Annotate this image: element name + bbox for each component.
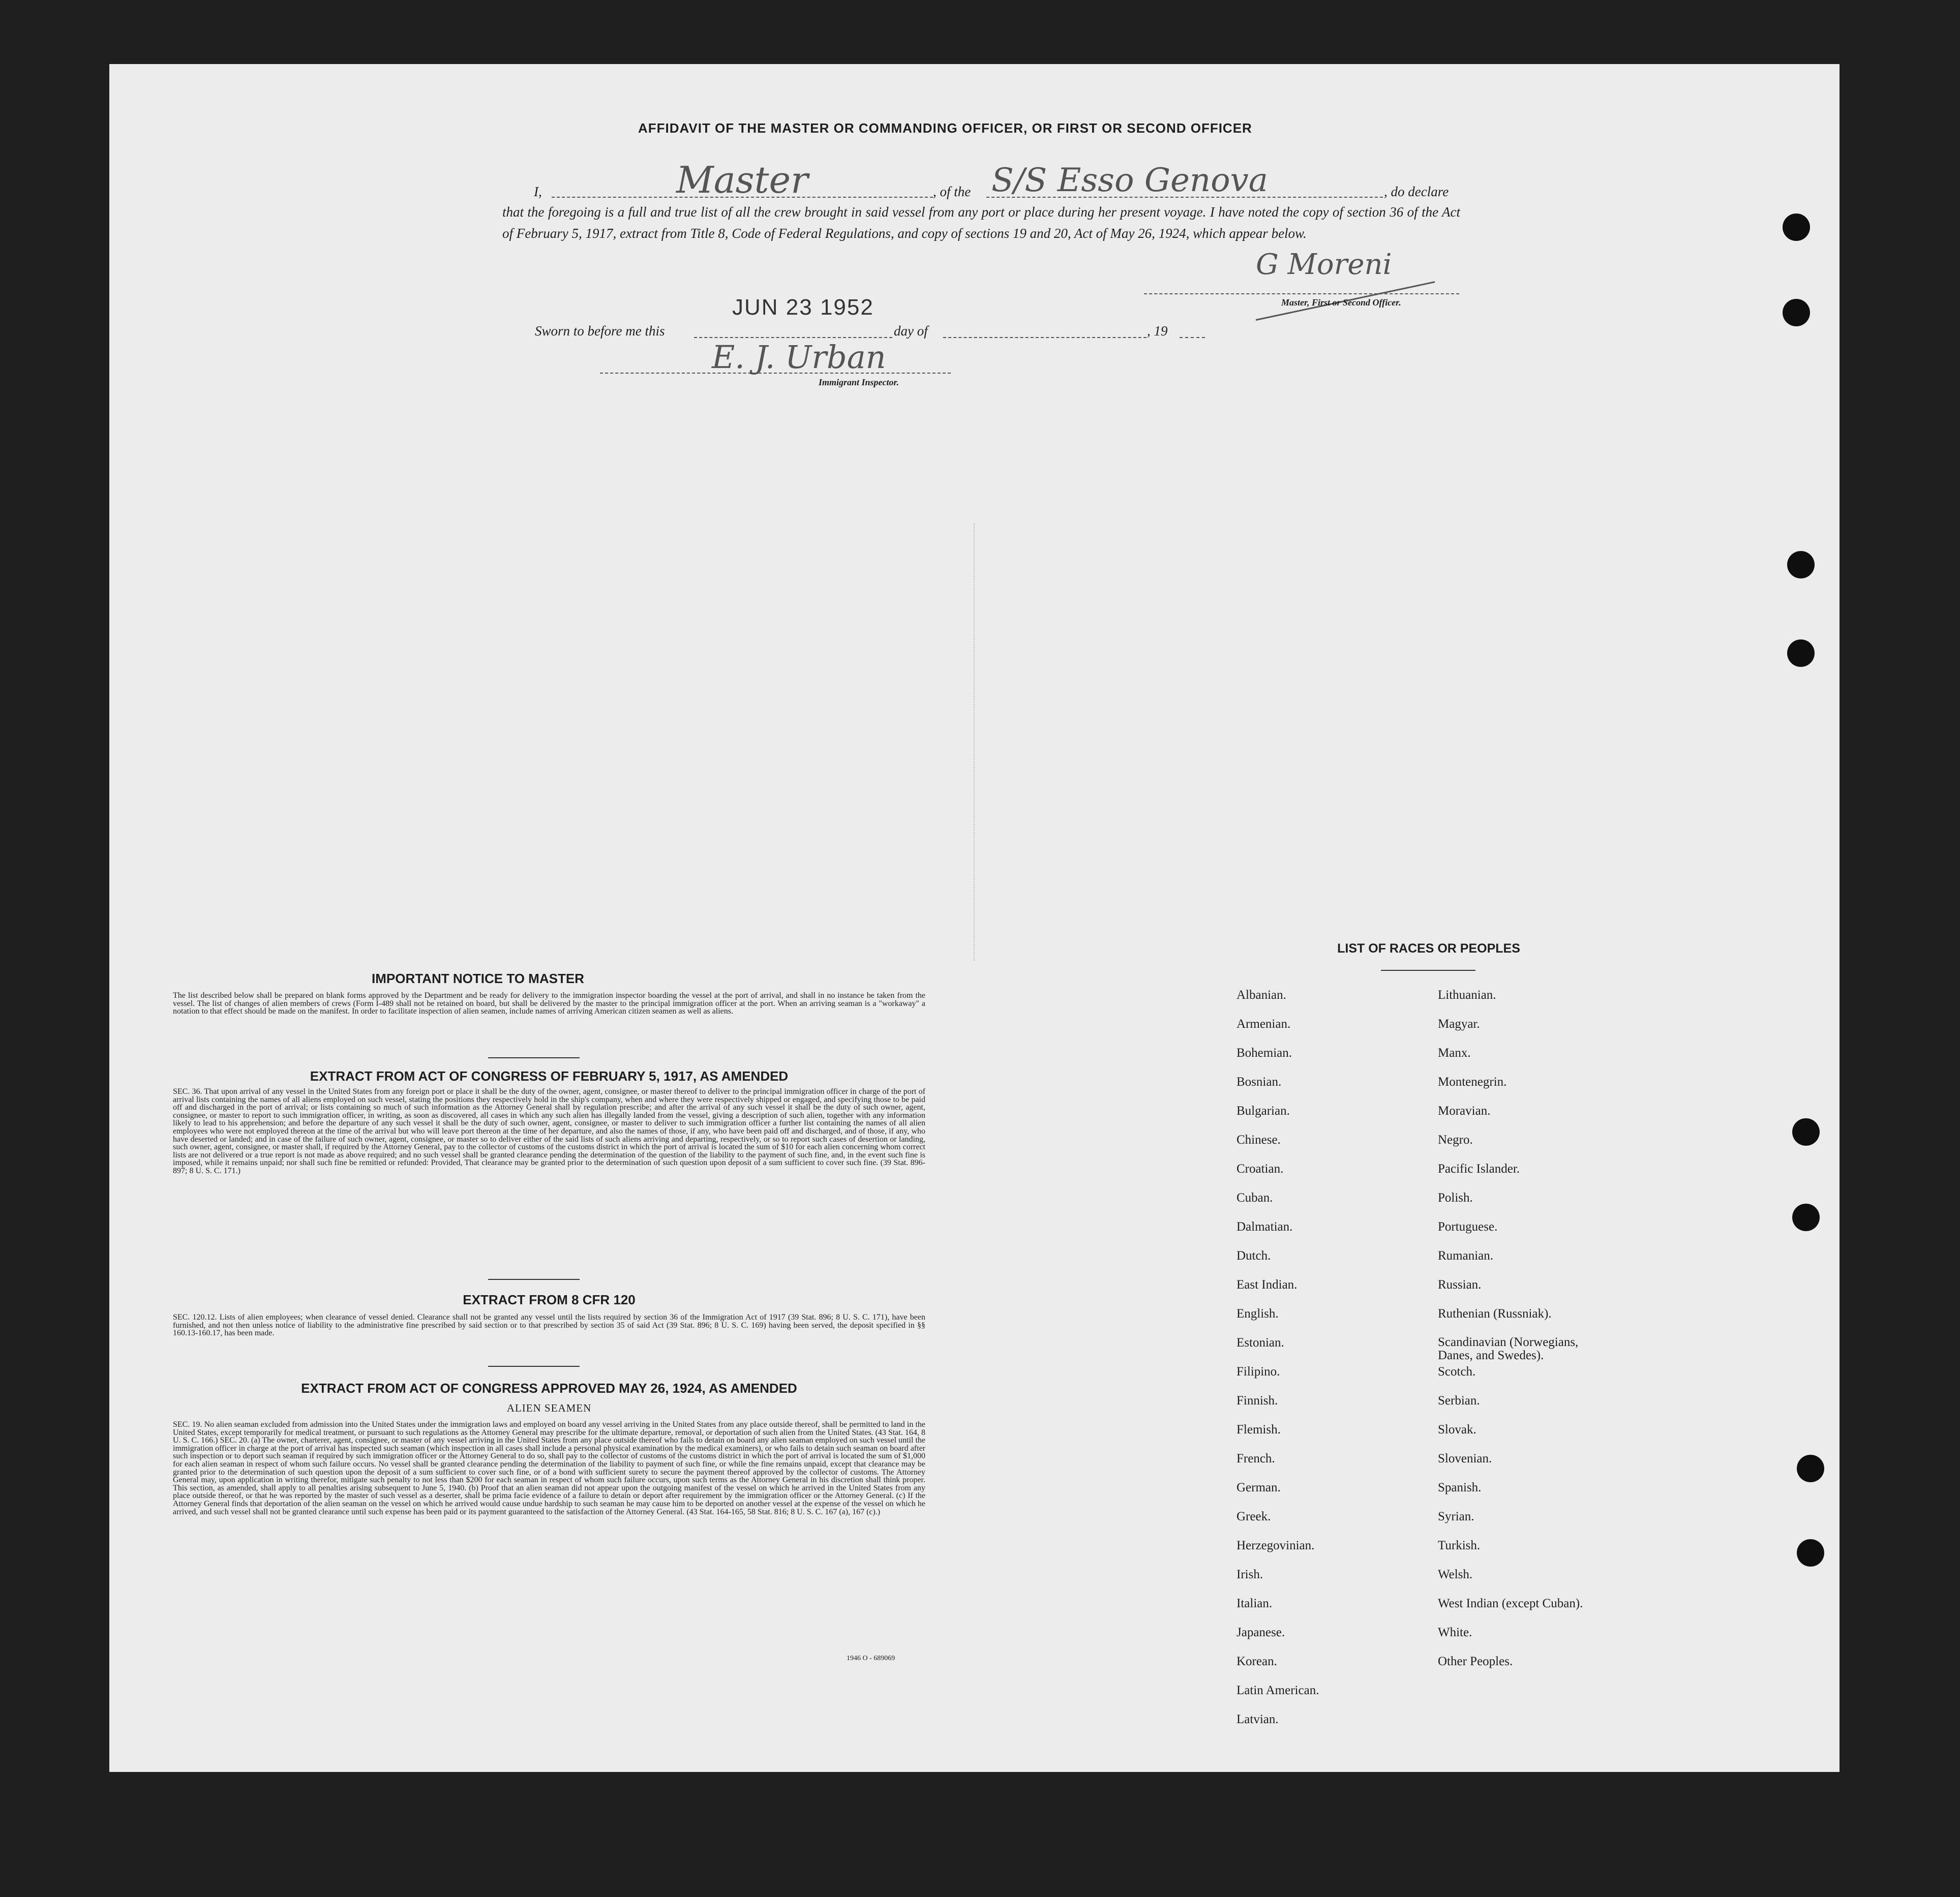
race-item: Japanese.	[1237, 1626, 1285, 1639]
day-line	[943, 337, 1147, 338]
race-item: Serbian.	[1438, 1394, 1480, 1408]
race-item: Bohemian.	[1237, 1046, 1292, 1060]
race-item: Turkish.	[1438, 1539, 1481, 1552]
year-prefix: , 19	[1147, 323, 1168, 339]
race-item: Flemish.	[1237, 1423, 1281, 1436]
race-item: Ruthenian (Russniak).	[1438, 1307, 1552, 1321]
vessel-handwritten: S/S Esso Genova	[991, 162, 1268, 199]
race-item: Portuguese.	[1438, 1220, 1498, 1234]
print-code: 1946 O - 689069	[847, 1655, 895, 1662]
race-item: Estonian.	[1237, 1336, 1284, 1350]
extract-1917-text: SEC. 36. That upon arrival of any vessel in the United States from any foreign port or place it shall be the duty of the owner, agent, consignee, or master thereof to deliver to the principal immigration officer in charge of the port of arrival lists containing the names of all aliens employed on such vessel, stating the positions they respectively hold in the ship's company, when and where they were respectively shipped or engaged, and specifying those to be paid off and discharged in the port of arrival; or lists containing so much of such information as the Attorney General shall by regulation prescribe; and after the arrival of any such vessel it shall be the duty of such owner, agent, consignee, or master to report to such immigration officer, in writing, as soon as discovered, all cases in which any such alien has illegally landed from the vessel, giving a description of such alien, together with any information likely to lead to his apprehension; and before the departure of any such vessel it shall be the duty of such owner, agent, consignee, or master to deliver to such immigration officer a further list containing the names of all alien employees who were not employed thereon at the time of the arrival but who will leave port thereon at the time of her departure, and also the names of those, if any, who have been paid off and discharged, and of those, if any, who have deserted or landed; and in case of the failure of such owner, agent, consignee, or master so to deliver either of the said lists of such aliens arriving and departing, respectively, or so to report such cases of desertion or landing, such owner, agent, consignee, or master shall, if required by the Attorney General, pay to the collector of customs of the customs district in which the port of arrival is located the sum of $10 for each alien concerning whom correct lists are not delivered or a true report is not made as above required; and no such vessel shall be granted clearance pending the determination of the question of the liability to the payment of such fine, and, in the event such fine is imposed, while it remains unpaid; nor shall such fine be remitted or refunded: Provided, That clearance may be granted prior to the determination of such question upon deposit of a sum sufficient to cover such fine. (39 Stat. 896-897; 8 U. S. C. 171.)	[173, 1087, 925, 1175]
divider	[488, 1279, 580, 1280]
race-item: Dalmatian.	[1237, 1220, 1293, 1234]
race-item: Manx.	[1438, 1046, 1471, 1060]
extract-1917-title: EXTRACT FROM ACT OF CONGRESS OF FEBRUARY 5, 1917, AS AMENDED	[310, 1068, 789, 1084]
race-item: Latin American.	[1237, 1684, 1319, 1697]
punch-hole	[1797, 1539, 1824, 1567]
race-item: Irish.	[1237, 1568, 1263, 1581]
race-item: Slovak.	[1438, 1423, 1476, 1436]
race-item: Filipino.	[1237, 1365, 1280, 1379]
race-item: Latvian.	[1237, 1712, 1279, 1726]
race-item: Greek.	[1237, 1510, 1271, 1523]
race-item: Negro.	[1438, 1133, 1473, 1147]
extract-1924-subtitle: ALIEN SEAMEN	[506, 1402, 592, 1414]
notice-title: IMPORTANT NOTICE TO MASTER	[372, 971, 584, 986]
race-item: Rumanian.	[1438, 1249, 1494, 1263]
inspector-handwritten: E. J. Urban	[712, 339, 886, 376]
race-item: Dutch.	[1237, 1249, 1271, 1263]
sworn-line	[694, 337, 892, 338]
race-item: Polish.	[1438, 1191, 1473, 1205]
signature-handwritten: G Moreni	[1256, 248, 1392, 281]
race-item: Armenian.	[1237, 1017, 1291, 1031]
signature-line	[1144, 293, 1459, 294]
race-item: Scandinavian (Norwegians, Danes, and Swedes).	[1438, 1335, 1579, 1362]
punch-hole	[1783, 213, 1810, 241]
race-item: Scotch.	[1438, 1365, 1476, 1379]
race-item: Magyar.	[1438, 1017, 1480, 1031]
year-line	[1180, 337, 1205, 338]
sworn-text: Sworn to before me this	[535, 323, 665, 339]
extract-1924-title: EXTRACT FROM ACT OF CONGRESS APPROVED MAY 26, 1924, AS AMENDED	[301, 1381, 797, 1396]
race-item: Spanish.	[1438, 1481, 1482, 1494]
race-item: Syrian.	[1438, 1510, 1474, 1523]
race-item: Korean.	[1237, 1655, 1277, 1668]
extract-1924-text: SEC. 19. No alien seaman excluded from admission into the United States under the immigration laws and employed on board any vessel arriving in the United States from any place outside thereof, shall be permitted to land in the United States, except temporarily for medical treatment, or pursuant to such regulations as the Attorney General may prescribe for the ultimate departure, removal, or deportation of such alien from the United States. (43 Stat. 164, 8 U. S. C. 166.) SEC. 20. (a) The owner, charterer, agent, consignee, or master of any vessel arriving in the United States from any place outside thereof who fails to detain on board any alien seaman employed on such vessel until the immigration officer in charge at the port of arrival has inspected such seaman (which inspection in all cases shall include a personal physical examination by the medical examiners), or who fails to detain such seaman on board after such inspection or to deport such seaman if required by such immigration officer or the Attorney General to do so, shall pay to the collector of customs of the customs district in which the port of arrival is located the sum of $1,000 for each alien seaman in respect of whom such failure occurs. No vessel shall be granted clearance pending the determination of the liability to payment of such fine, or while the fine remains unpaid, except that clearance may be granted prior to the determination of such question upon the deposit of a sum sufficient to cover such fine, or of a bond with sufficient surety to secure the payment thereof approved by the collector of customs. The Attorney General may, upon application in writing therefor, mitigate such penalty to not less than $200 for each seaman in respect of whom such failure occurs, upon such terms as the Attorney General in his discretion shall think proper. This section, as amended, shall apply to all penalties arising subsequent to June 5, 1940. (b) Proof that an alien seaman did not appear upon the outgoing manifest of the vessel on which he arrived in the United States from any place outside thereof, or that he was reported by the master of such vessel as a deserter, shall be prima facie evidence of a failure to detain or deport after requirement by the immigration officer or the Attorney General. (c) If the Attorney General finds that deportation of the alien seaman on the vessel on which he arrived would cause undue hardship to such seaman he may cause him to be deported on another vessel at the expense of the vessel on which he arrived, and such vessel shall not be granted clearance until such expense has been paid or its payment guaranteed to the satisfaction of the Attorney General. (43 Stat. 164-165, 58 Stat. 816; 8 U. S. C. 167 (a), 167 (c).)	[173, 1420, 925, 1516]
race-item: Moravian.	[1438, 1104, 1491, 1118]
do-declare-text: , do declare	[1384, 184, 1449, 199]
fold-line	[974, 524, 975, 961]
race-item: French.	[1237, 1452, 1275, 1465]
divider	[488, 1366, 580, 1367]
race-item: Slovenian.	[1438, 1452, 1492, 1465]
punch-hole	[1783, 299, 1810, 326]
of-the-text: , of the	[933, 184, 971, 199]
affidavit-lead: I,	[534, 184, 542, 199]
race-item: Herzegovinian.	[1237, 1539, 1315, 1552]
race-item: Welsh.	[1438, 1568, 1473, 1581]
punch-hole	[1792, 1204, 1820, 1231]
race-item: Albanian.	[1237, 988, 1286, 1002]
punch-hole	[1787, 639, 1815, 667]
extract-cfr-text: SEC. 120.12. Lists of alien employees; when clearance of vessel denied. Clearance shall not be granted any vessel until the lists required by section 36 of the Immigration Act of 1917 (39 Stat. 896; 8 U. S. C. 171), have been furnished, and not then unless notice of liability to the administrative fine prescribed by said section or to that prescribed by section 35 of said Act (39 Stat. 896; 8 U. S. C. 169) having been served, the deposit specified in §§ 160.13-160.17, has been made.	[173, 1313, 925, 1338]
race-item: White.	[1438, 1626, 1472, 1639]
signature-caption: Master, First or Second Officer.	[1281, 297, 1401, 308]
race-item: Bosnian.	[1237, 1075, 1282, 1089]
race-item: Bulgarian.	[1237, 1104, 1290, 1118]
day-of-text: day of	[894, 323, 928, 339]
race-item: Other Peoples.	[1438, 1655, 1513, 1668]
race-item: Chinese.	[1237, 1133, 1281, 1147]
divider	[488, 1057, 580, 1058]
race-item: Lithuanian.	[1438, 988, 1496, 1002]
race-item: Italian.	[1237, 1597, 1273, 1610]
race-item: English.	[1237, 1307, 1279, 1321]
races-divider	[1381, 970, 1475, 971]
inspector-caption: Immigrant Inspector.	[819, 377, 899, 387]
affidavit-title: AFFIDAVIT OF THE MASTER OR COMMANDING OFFICER, OR FIRST OR SECOND OFFICER	[638, 120, 1252, 136]
race-item: Russian.	[1438, 1278, 1482, 1292]
punch-hole	[1787, 551, 1815, 578]
race-item: West Indian (except Cuban).	[1438, 1597, 1583, 1610]
races-title: LIST OF RACES OR PEOPLES	[1337, 941, 1520, 956]
race-item: Finnish.	[1237, 1394, 1278, 1408]
date-stamp: JUN 23 1952	[732, 295, 874, 320]
punch-hole	[1792, 1118, 1820, 1146]
punch-hole	[1797, 1455, 1824, 1482]
race-item: Cuban.	[1237, 1191, 1273, 1205]
race-item: Montenegrin.	[1438, 1075, 1507, 1089]
race-item: German.	[1237, 1481, 1281, 1494]
officer-handwritten: Master	[676, 159, 808, 201]
race-item: Pacific Islander.	[1438, 1162, 1520, 1176]
race-item: Croatian.	[1237, 1162, 1284, 1176]
race-item: East Indian.	[1237, 1278, 1298, 1292]
extract-cfr-title: EXTRACT FROM 8 CFR 120	[463, 1292, 636, 1307]
notice-text: The list described below shall be prepared on blank forms approved by the Department and be ready for delivery to the immigration inspector boarding the vessel at the port of arrival, and shall in no instance be taken from the vessel. The list of changes of alien members of crews (Form I-489 shall not be retained on board, but shall be delivered by the master to the principal immigration officer at the port. When an arriving seaman is a "workaway" a notation to that effect should be made on the manifest. In order to facilitate inspection of alien seamen, include names of arriving American citizen seamen as well as aliens.	[173, 991, 925, 1016]
affidavit-body: that the foregoing is a full and true list of all the crew brought in said vessel from any port or place during her present voyage. I have noted the copy of section 36 of the Act of February 5, 1917, extract from Title 8, Code of Federal Regulations, and copy of sections 19 and 20, Act of May 26, 1924, which appear below.	[502, 204, 1460, 241]
